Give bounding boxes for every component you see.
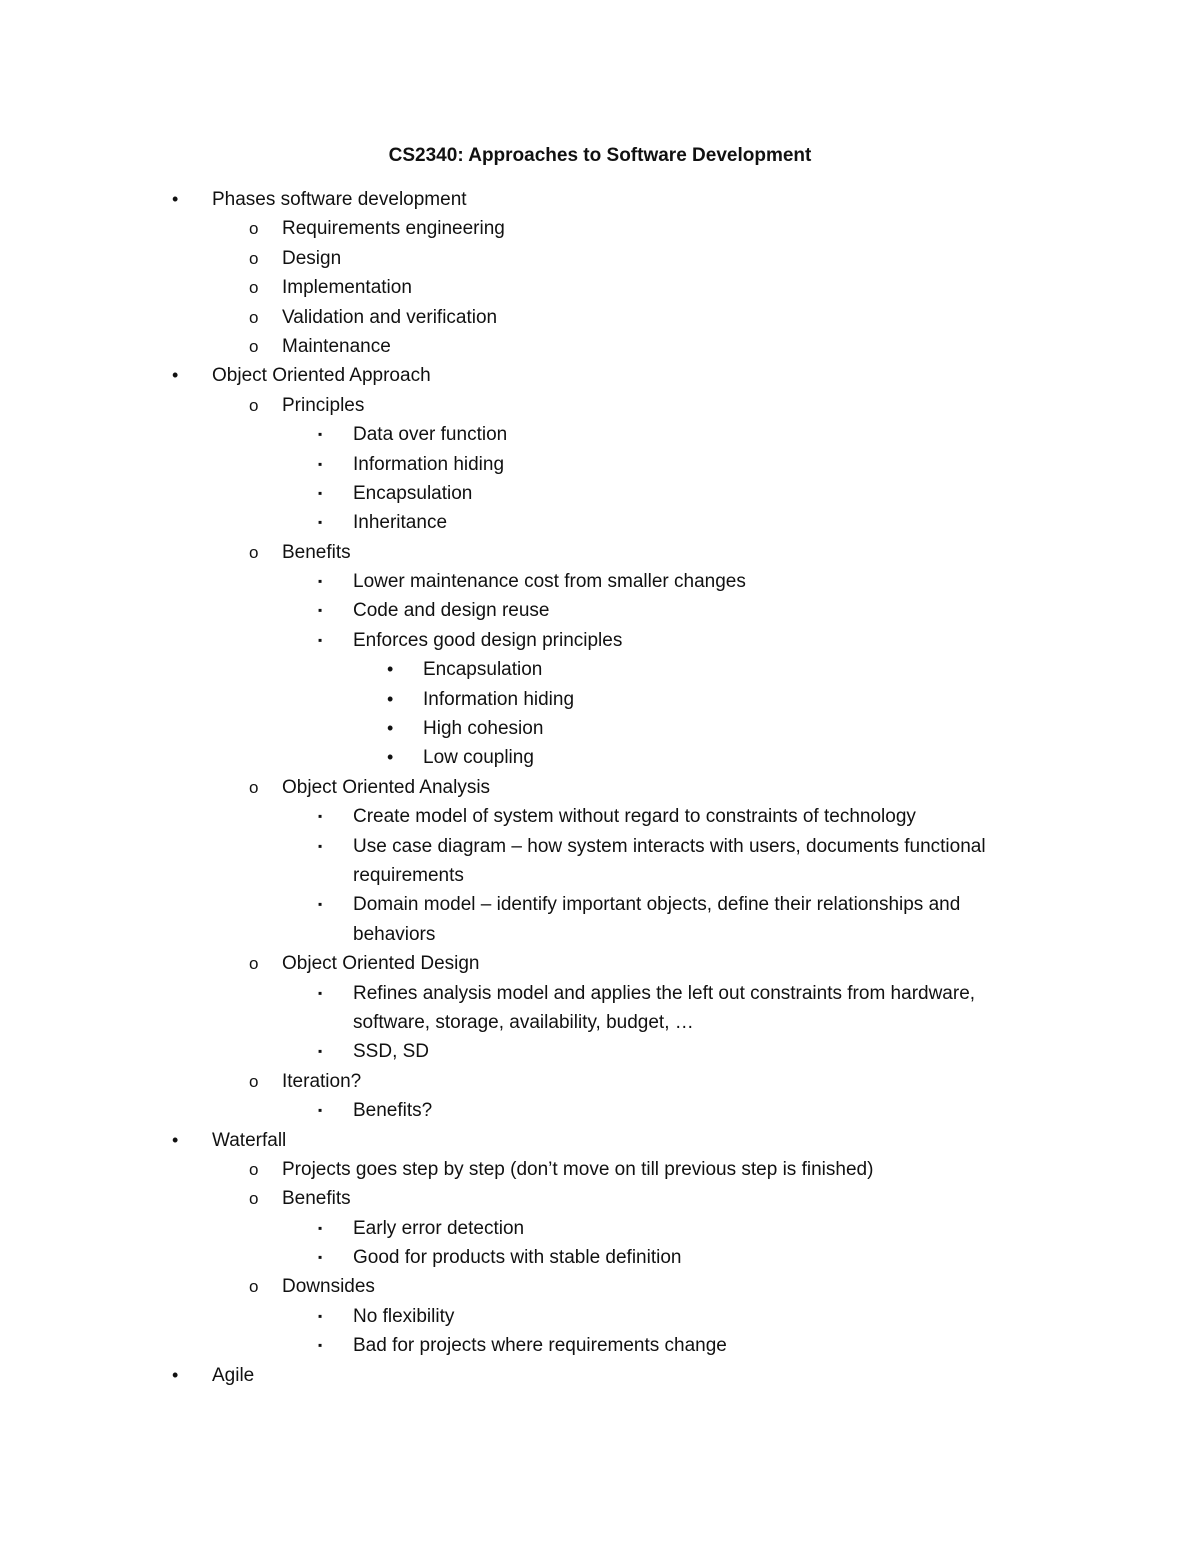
outline-item-level-2 (0, 1272, 1200, 1301)
outline-item-level-4 (0, 743, 1200, 772)
outline-item-text: Requirements engineering (282, 218, 505, 240)
outline-item-text: Benefits (282, 1188, 351, 1210)
outline-item-text: Refines analysis model and applies the left out constraints from hardware, (353, 982, 976, 1004)
bullet-icon: o (249, 395, 259, 415)
bullet-icon: o (249, 219, 259, 239)
bullet-icon: ▪ (318, 809, 323, 824)
outline-item-level-3 (0, 1037, 1200, 1066)
outline-item-text: Bad for projects where requirements change (353, 1335, 727, 1357)
outline-item-level-2 (0, 538, 1200, 567)
outline-item-level-2 (0, 273, 1200, 302)
outline-item-text: Downsides (282, 1276, 375, 1298)
outline-item-text: Good for products with stable definition (353, 1247, 682, 1269)
bullet-icon: o (249, 1277, 259, 1297)
outline-item-level-2 (0, 244, 1200, 273)
outline-item-text: Enforces good design principles (353, 629, 623, 651)
outline-item-text: Encapsulation (353, 482, 473, 504)
outline-item-text: Early error detection (353, 1217, 525, 1239)
outline-item-level-1 (0, 1126, 1200, 1155)
outline-item-level-2 (0, 1184, 1200, 1213)
outline-item-text: behaviors (353, 923, 436, 945)
outline-item-level-4 (0, 714, 1200, 743)
outline-item-level-4 (0, 655, 1200, 684)
outline-item-text: Benefits (282, 541, 351, 563)
outline-item-text: requirements (353, 864, 464, 886)
outline-item-text: Maintenance (282, 335, 391, 357)
outline-item-level-2 (0, 303, 1200, 332)
outline-item-text: High cohesion (423, 718, 544, 740)
outline-item-level-2 (0, 949, 1200, 978)
outline-item-level-3 (0, 596, 1200, 625)
bullet-icon: o (249, 542, 259, 562)
outline-item-level-3 (0, 1243, 1200, 1272)
outline-item-level-3 (0, 420, 1200, 449)
outline-item-text: Implementation (282, 277, 412, 299)
outline-item-text: Create model of system without regard to constraints of technology (353, 806, 916, 828)
outline-item-text: Phases software development (212, 189, 467, 210)
bullet-icon: ▪ (318, 456, 323, 471)
bullet-icon: • (172, 1129, 179, 1150)
bullet-icon: ▪ (318, 838, 323, 853)
bullet-icon: • (172, 365, 179, 386)
bullet-icon: o (249, 777, 259, 797)
bullet-icon: ▪ (318, 985, 323, 1000)
outline-item-text: Object Oriented Approach (212, 365, 431, 387)
outline-item-text: Design (282, 247, 342, 269)
bullet-icon: ▪ (318, 1308, 323, 1323)
outline-item-level-2 (0, 391, 1200, 420)
outline-item-text: Waterfall (212, 1129, 287, 1151)
bullet-icon: ▪ (318, 1250, 323, 1265)
outline-list (0, 185, 1200, 1390)
bullet-icon: ▪ (318, 427, 323, 442)
outline-item-level-2 (0, 1155, 1200, 1184)
bullet-icon: ▪ (318, 1338, 323, 1353)
outline-item-level-3 (0, 508, 1200, 537)
outline-item-continuation (0, 1008, 1200, 1037)
outline-item-level-1 (0, 185, 1200, 214)
outline-item-text: Iteration? (282, 1070, 362, 1092)
bullet-icon: • (172, 1364, 179, 1385)
bullet-icon: o (249, 278, 259, 298)
outline-item-text: Low coupling (423, 747, 534, 769)
outline-item-level-3 (0, 1331, 1200, 1360)
outline-item-text: Agile (212, 1364, 255, 1386)
outline-item-level-3 (0, 1214, 1200, 1243)
outline-item-level-3 (0, 890, 1200, 919)
outline-item-text: Object Oriented Design (282, 953, 480, 975)
outline-item-continuation (0, 861, 1200, 890)
outline-item-level-3 (0, 567, 1200, 596)
outline-item-text: Object Oriented Analysis (282, 776, 491, 798)
bullet-icon: o (249, 1159, 259, 1179)
outline-item-level-3 (0, 450, 1200, 479)
outline-item-level-3 (0, 979, 1200, 1008)
outline-item-level-1 (0, 1361, 1200, 1390)
bullet-icon: ▪ (318, 897, 323, 912)
outline-item-level-3 (0, 802, 1200, 831)
outline-item-level-2 (0, 1067, 1200, 1096)
outline-item-level-3 (0, 1302, 1200, 1331)
outline-item-level-2 (0, 773, 1200, 802)
outline-item-text: software, storage, availability, budget, … (353, 1011, 694, 1033)
bullet-icon: o (249, 248, 259, 268)
outline-item-text: Principles (282, 394, 365, 416)
outline-item-level-3 (0, 479, 1200, 508)
bullet-icon: ▪ (318, 574, 323, 589)
outline-item-level-3 (0, 626, 1200, 655)
document-title: CS2340: Approaches to Software Development (388, 145, 812, 166)
outline-item-text: Projects goes step by step (don’t move on till previous step is finished) (282, 1158, 874, 1180)
outline-item-level-2 (0, 214, 1200, 243)
outline-item-text: No flexibility (353, 1305, 455, 1327)
outline-item-text: Benefits? (353, 1100, 433, 1122)
outline-item-level-4 (0, 685, 1200, 714)
bullet-icon: ▪ (318, 603, 323, 618)
bullet-icon: ▪ (318, 485, 323, 500)
bullet-icon: • (387, 659, 394, 680)
bullet-icon: o (249, 954, 259, 974)
outline-item-text: Data over function (353, 424, 508, 446)
outline-item-level-3 (0, 832, 1200, 861)
bullet-icon: • (387, 688, 394, 709)
bullet-icon: o (249, 307, 259, 327)
bullet-icon: o (249, 336, 259, 356)
outline-item-continuation (0, 920, 1200, 949)
outline-item-text: Code and design reuse (353, 600, 550, 622)
bullet-icon: ▪ (318, 1044, 323, 1059)
outline-item-text: Validation and verification (282, 306, 498, 328)
outline-item-text: Information hiding (423, 688, 575, 710)
outline-item-text: Domain model – identify important objects, define their relationships and (353, 894, 961, 916)
bullet-icon: o (249, 1071, 259, 1091)
outline-item-text: Encapsulation (423, 659, 543, 681)
bullet-icon: • (387, 747, 394, 768)
bullet-icon: ▪ (318, 1220, 323, 1235)
outline-item-level-3 (0, 1096, 1200, 1125)
bullet-icon: • (387, 718, 394, 739)
bullet-icon: • (172, 189, 179, 209)
outline-item-text: Lower maintenance cost from smaller changes (353, 571, 746, 593)
outline-item-level-1 (0, 361, 1200, 390)
outline-item-text: Use case diagram – how system interacts with users, documents functional (353, 835, 986, 857)
outline-item-level-2 (0, 332, 1200, 361)
outline-item-text: Inheritance (353, 512, 448, 534)
bullet-icon: ▪ (318, 1103, 323, 1118)
outline-item-text: SSD, SD (353, 1041, 430, 1063)
bullet-icon: ▪ (318, 632, 323, 647)
bullet-icon: o (249, 1189, 259, 1209)
bullet-icon: ▪ (318, 515, 323, 530)
outline-item-text: Information hiding (353, 453, 505, 475)
